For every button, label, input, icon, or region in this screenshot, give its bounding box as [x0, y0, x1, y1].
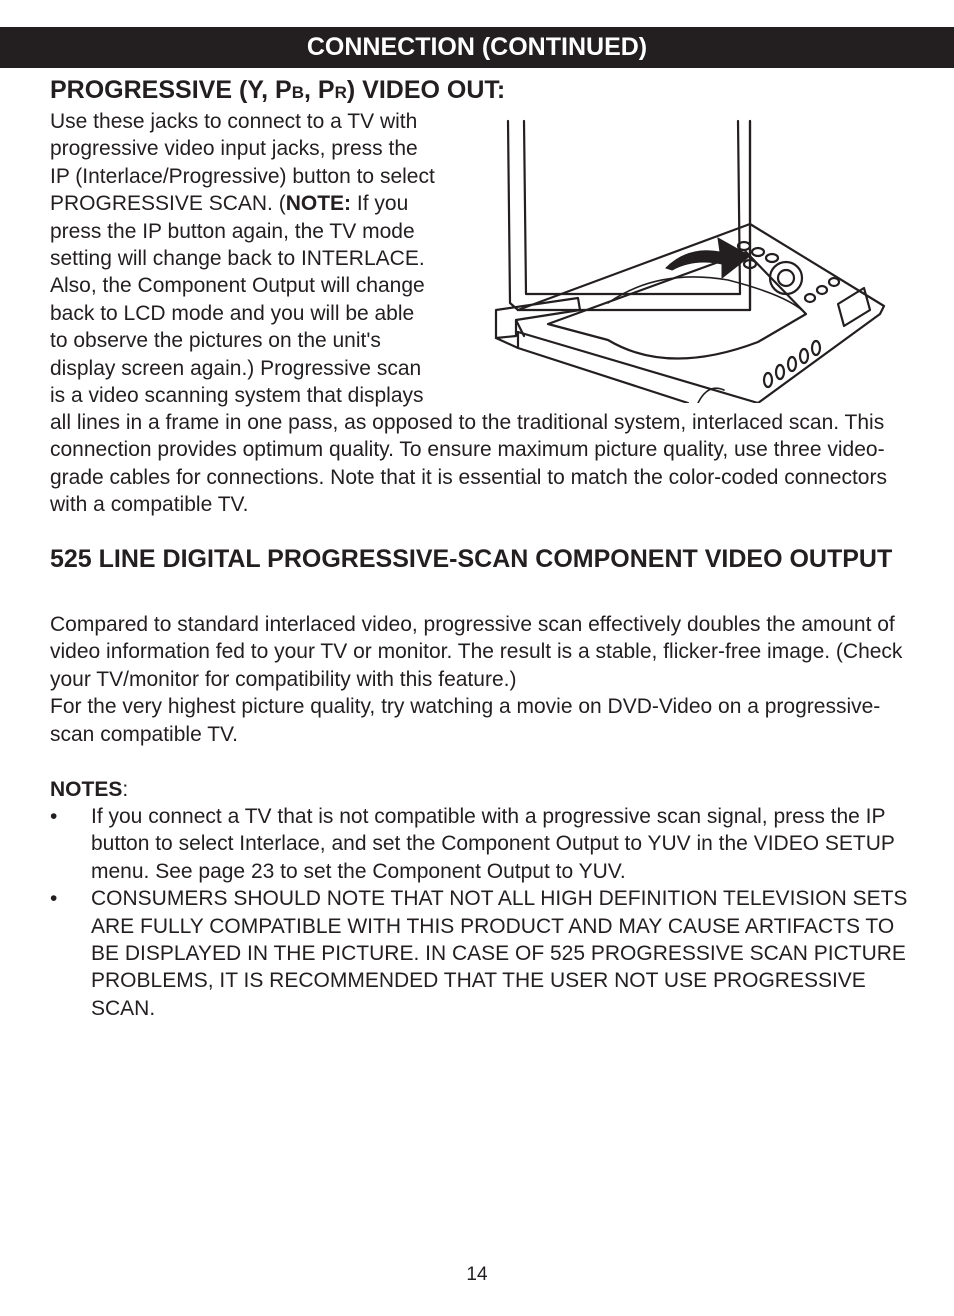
section-header-bar	[0, 27, 954, 68]
component-video-text	[50, 611, 920, 748]
intro-line: Also, the Component Output will change	[50, 274, 425, 298]
progressive-video-out-heading: PROGRESSIVE (Y, PB, PR) VIDEO OUT:	[50, 76, 506, 104]
bullet-icon: •	[50, 887, 58, 911]
component-video-output-heading: 525 LINE DIGITAL PROGRESSIVE-SCAN COMPONENT VIDEO OUTPUT	[50, 545, 893, 573]
intro-line: display screen again.) Progressive scan	[50, 356, 422, 380]
page-number: 14	[466, 1264, 488, 1285]
component-video-paragraph-2: For the very highest picture quality, try watching a movie on DVD-Video on a progressive-scan compatible TV.	[50, 695, 881, 746]
intro-line: PROGRESSIVE SCAN. (NOTE: If you	[50, 192, 409, 216]
note-item: • If you connect a TV that is not compatible with a progressive scan signal, press the IP button to select Interlace, and set the Component Output to YUV in the VIDEO SETUP menu. See page 23 to set the Component Output to YUV.	[50, 805, 895, 883]
intro-line: IP (Interlace/Progressive) button to select	[50, 164, 435, 188]
note-item: • CONSUMERS SHOULD NOTE THAT NOT ALL HIGH DEFINITION TELEVISION SETS ARE FULLY COMPATIBLE WITH THIS PRODUCT AND MAY CAUSE ARTIFACTS TO BE DISPLAYED IN THE PICTURE. IN CASE OF 525 PROGRESSIVE SCAN PICTURE PROBLEMS, IT IS RECOMMENDED THAT THE USER NOT USE PROGRESSIVE SCAN.	[50, 887, 908, 1020]
notes-list	[50, 803, 910, 1022]
section-header-title: CONNECTION (CONTINUED)	[306, 33, 648, 61]
intro-paragraph	[50, 108, 480, 409]
component-video-paragraph-1: Compared to standard interlaced video, progressive scan effectively doubles the amount of video information fed to your TV or monitor. The result is a stable, flicker-free image. (Check your TV/monitor for compatibility with this feature.)	[50, 613, 903, 691]
dvd-player-illustration	[488, 118, 888, 403]
notes-label: NOTES:	[50, 778, 129, 801]
bullet-icon: •	[50, 805, 58, 828]
intro-line: setting will change back to INTERLACE.	[50, 247, 425, 271]
intro-line: is a video scanning system that displays	[50, 384, 424, 408]
intro-line: to observe the pictures on the unit's	[50, 329, 381, 353]
note-label: NOTE:	[285, 192, 352, 216]
intro-line: Use these jacks to connect to a TV with	[50, 110, 418, 133]
intro-line: back to LCD mode and you will be able	[50, 301, 415, 325]
intro-line: progressive video input jacks, press the	[50, 137, 418, 161]
intro-line: press the IP button again, the TV mode	[50, 219, 415, 243]
intro-continuation: all lines in a frame in one pass, as opposed to the traditional system, interlaced scan. This connection provides optimum quality. To ensure maximum picture quality, use three video-grade cables for connections. Note that it is essential to match the color-coded connectors with a compatible TV.	[50, 411, 887, 517]
